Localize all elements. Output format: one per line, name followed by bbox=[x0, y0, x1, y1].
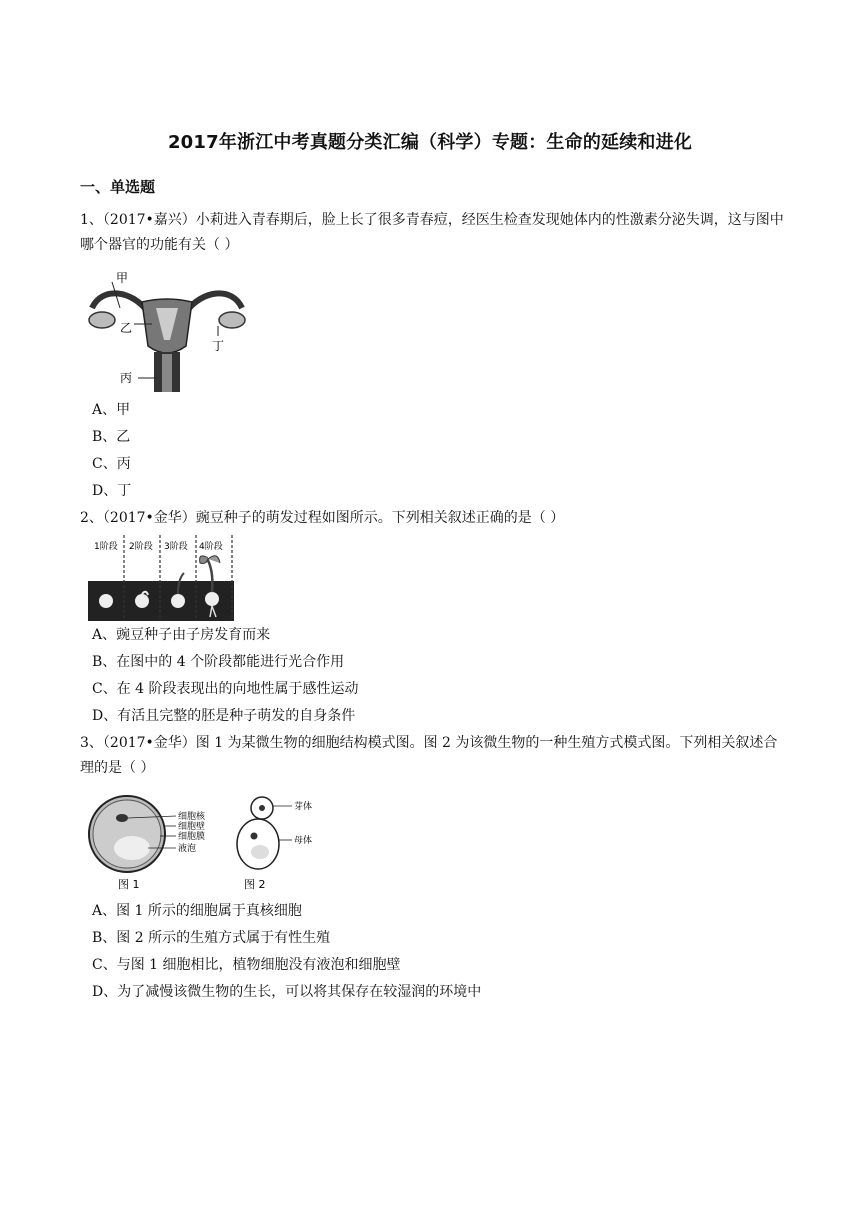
question-3-option-a: A、图 1 所示的细胞属于真核细胞 bbox=[92, 903, 302, 919]
question-1-option-a: A、甲 bbox=[92, 402, 131, 418]
label-jia: 甲 bbox=[116, 271, 129, 285]
question-2-figure bbox=[86, 533, 236, 623]
question-3-option-c: C、与图 1 细胞相比，植物细胞没有液泡和细胞壁 bbox=[92, 957, 401, 973]
label-bud: 芽体 bbox=[294, 802, 313, 812]
figure-1-caption: 图 1 bbox=[118, 878, 140, 891]
question-2-stem: 2、（2017•金华）豌豆种子的萌发过程如图所示。下列相关叙述正确的是（ ） bbox=[80, 510, 565, 526]
question-3-option-d: D、为了减慢该微生物的生长，可以将其保存在较湿润的环境中 bbox=[92, 984, 482, 1000]
label-vacuole: 液泡 bbox=[178, 844, 197, 854]
question-3-option-b: B、图 2 所示的生殖方式属于有性生殖 bbox=[92, 930, 331, 946]
question-2-option-a: A、豌豆种子由子房发育而来 bbox=[92, 627, 271, 643]
question-1-option-b: B、乙 bbox=[92, 429, 131, 445]
question-1-option-d: D、丁 bbox=[92, 483, 132, 499]
stage-4-label: 4阶段 bbox=[199, 542, 223, 552]
question-2-option-b: B、在图中的 4 个阶段都能进行光合作用 bbox=[92, 654, 345, 670]
label-cell-wall: 细胞壁 bbox=[178, 822, 206, 832]
label-cell-membrane: 细胞膜 bbox=[178, 832, 206, 842]
section-heading: 一、单选题 bbox=[80, 178, 156, 196]
question-3-stem: 3、（2017•金华）图 1 为某微生物的细胞结构模式图。图 2 为该微生物的一种生殖方式模式图。下列相关叙述合理的是（ ） bbox=[80, 735, 778, 776]
label-yi: 乙 bbox=[120, 321, 133, 335]
question-3-figure bbox=[82, 792, 322, 892]
page-title: 2017年浙江中考真题分类汇编（科学）专题：生命的延续和进化 bbox=[167, 132, 693, 153]
stage-1-label: 1阶段 bbox=[94, 542, 118, 552]
label-nucleus: 细胞核 bbox=[178, 812, 206, 822]
stage-3-label: 3阶段 bbox=[164, 542, 188, 552]
question-1-figure bbox=[82, 268, 252, 394]
question-1-stem: 1、（2017•嘉兴）小莉进入青春期后，脸上长了很多青春痘，经医生检查发现她体内的性激素分泌失调，这与图中哪个器官的功能有关（ ） bbox=[80, 212, 784, 253]
figure-2-caption: 图 2 bbox=[244, 878, 266, 891]
label-mother: 母体 bbox=[294, 836, 313, 846]
label-ding: 丁 bbox=[212, 339, 225, 353]
question-1-option-c: C、丙 bbox=[92, 456, 131, 472]
question-2-option-c: C、在 4 阶段表现出的向地性属于感性运动 bbox=[92, 681, 359, 697]
stage-2-label: 2阶段 bbox=[129, 542, 153, 552]
label-bing: 丙 bbox=[120, 371, 133, 385]
question-2-option-d: D、有活且完整的胚是种子萌发的自身条件 bbox=[92, 708, 356, 724]
